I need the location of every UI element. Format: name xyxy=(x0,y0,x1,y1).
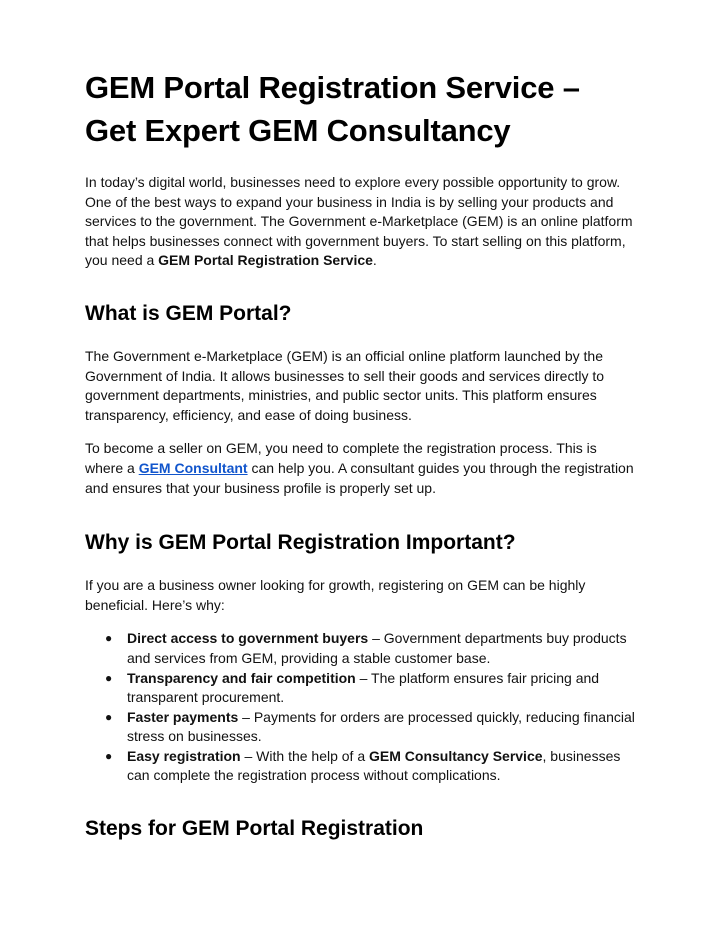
page-title: GEM Portal Registration Service – Get Expert GEM Consultancy xyxy=(85,70,580,148)
list-item-bold: Transparency and fair competition xyxy=(127,669,356,686)
what-p2-before: To become a seller on GEM, you need to complete the registration process. This is where a xyxy=(85,440,597,476)
list-item-text: – Government departments buy products and services from GEM, providing a stable customer base. xyxy=(127,630,627,666)
list-item-text: – The platform ensures fair pricing and transparent procurement. xyxy=(127,669,600,706)
list-item-bold: Faster payments xyxy=(127,708,239,725)
intro-bold-service: GEM Portal Registration Service xyxy=(158,252,373,269)
list-item xyxy=(105,629,636,668)
gem-consultant-link[interactable]: GEM Consultant xyxy=(138,459,248,476)
list-item xyxy=(105,747,636,786)
what-paragraph-1: The Government e-Marketplace (GEM) is an official online platform launched by the Government of India. It allows businesses to sell their goods and services directly to government departments, ministries, and public sector units. This platform ensures transparency, efficiency, and ease of doing business. xyxy=(85,347,605,423)
benefits-list xyxy=(85,629,636,786)
bullet-icon: ● xyxy=(105,631,113,646)
intro-paragraph xyxy=(85,173,636,271)
list-item-bold-service: GEM Consultancy Service xyxy=(369,747,543,764)
list-item-text: – Payments for orders are processed quickly, reducing financial stress on businesses. xyxy=(127,708,635,745)
bullet-icon: ● xyxy=(105,709,113,724)
what-paragraph-2 xyxy=(85,439,636,498)
bullet-icon: ● xyxy=(105,748,113,763)
list-item xyxy=(105,669,636,708)
why-intro-paragraph: If you are a business owner looking for growth, registering on GEM can be highly beneficial. Here’s why: xyxy=(85,577,586,613)
heading-why-important: Why is GEM Portal Registration Important? xyxy=(85,531,516,555)
heading-steps: Steps for GEM Portal Registration xyxy=(85,817,424,841)
list-item-text: – With the help of a xyxy=(240,747,370,764)
intro-text: In today’s digital world, businesses need to explore every possible opportunity to grow. One of the best ways to expand your business in India is by selling your products and services to the government. The Government e-Marketplace (GEM) is an online platform that helps businesses connect with government buyers. To start selling on this platform, you need a xyxy=(85,174,633,269)
list-item-text-end: , businesses can complete the registration process without complications. xyxy=(127,747,621,784)
list-item xyxy=(105,708,636,747)
list-item-bold: Direct access to government buyers xyxy=(127,630,369,647)
intro-end: . xyxy=(372,252,377,269)
list-item-bold: Easy registration xyxy=(127,747,241,764)
heading-what-is-gem: What is GEM Portal? xyxy=(85,301,292,325)
what-p2-after: can help you. A consultant guides you through the registration and ensures that your business profile is properly set up. xyxy=(85,459,634,496)
bullet-icon: ● xyxy=(105,670,113,685)
